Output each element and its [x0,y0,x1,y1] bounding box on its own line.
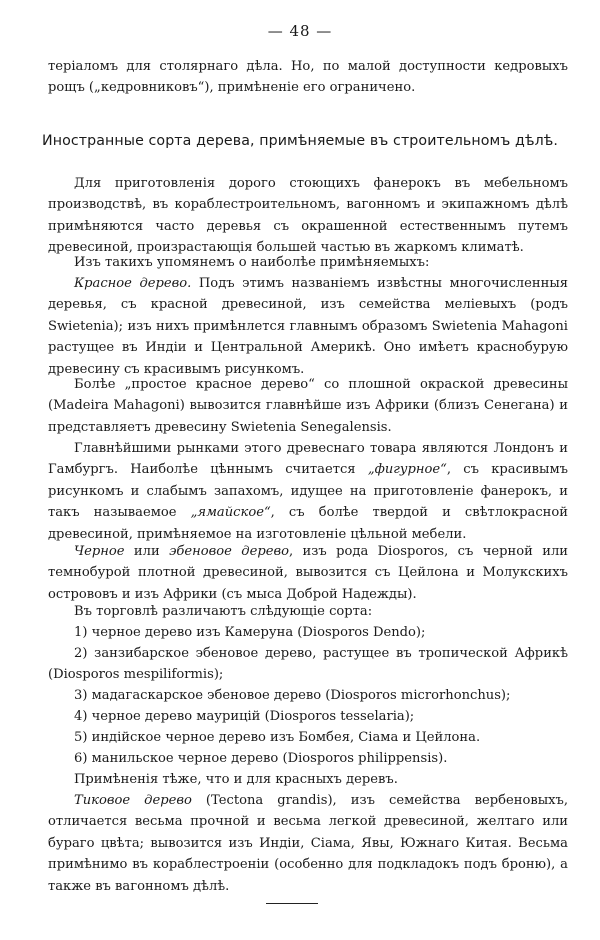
paragraph-uses: Примѣненія тѣже, что и для красныхъ деревъ. [74,772,398,787]
paragraph-teak [48,790,568,897]
ebony-text-b: , изъ рода Diosporos, съ черной или темнобурой плотной древесиной, вывозится съ Цейлона и Молукскихъ острововъ и изъ Африки (съ мыса Доброй Надежды). [48,544,568,602]
paragraph-simple-red-wood: Болѣе „простое красное дерево“ со плошной окраской древесины (Madeira Mahagoni) вывозится главнѣйше изъ Африки (близъ Сенегана) и представляетъ древесину Swietenia Senegalensis. [48,377,568,435]
paragraph-list-intro: Изъ такихъ упомянемъ о наиболѣе примѣняемыхъ: [74,255,430,270]
markets-text-c: , съ болѣе твердой и свѣтлокрасной древесиной, примѣняемое на изготовленіе цѣльной мебели. [48,505,568,542]
paragraph-markets [48,438,568,545]
teak-text: (Tectona grandis), изъ семейства вербеновыхъ, отличается весьма прочной и весьма легкой древесиной, желтаго или бураго цвѣта; вывозится изъ Индіи, Сіама, Явы, Южнаго Китая. Весьма примѣнимо въ кораблестроеніи (особенно для подкладокъ подъ броню), а также въ вагонномъ дѣлѣ. [48,793,569,894]
term-teak: Тиковое дерево [74,793,192,808]
section-heading: Иностранные сорта дерева, примѣняемые въ строительномъ дѣлѣ. [42,133,558,149]
term-figured: „фигурное“ [367,462,447,478]
page-number: — 48 — [267,22,333,40]
list-item-6: 6) манильское черное дерево (Diosporos philippensis). [74,751,448,766]
term-ebony: эбеновое дерево [169,544,289,559]
ebony-text-a: или [124,544,170,559]
term-jamaican: „ямайское“ [190,505,271,521]
paragraph-ebony [48,541,568,605]
paragraph-intro-foreign-woods: Для приготовленія дорого стоющихъ фанерокъ въ мебельномъ производствѣ, въ кораблестроительномъ, вагонномъ и экипажномъ дѣлѣ примѣняются часто деревья съ окрашенной естественнымъ путемъ древесиной, произрастающія большей частью въ жаркомъ климатѣ. [48,176,568,256]
list-item-1: 1) черное дерево изъ Камеруна (Diosporos Dendo); [74,625,426,640]
paragraph-trade-sorts: Въ торговлѣ различаютъ слѣдующіе сорта: [74,604,373,619]
red-wood-text: Подъ этимъ названіемъ извѣстны многочисленныя деревья, съ красной древесиной, изъ семейства меліевыхъ (родъ Swietenia); изъ нихъ примѣнлется главнымъ образомъ Swietenia Mahagoni растущее въ Индіи и Центральной Америкѣ. Оно имѣетъ краснобурую древесину съ красивымъ рисункомъ. [48,276,568,377]
markets-text-a: Главнѣйшими рынками этого древеснаго товара являются Лондонъ и Гамбургъ. Наиболѣе цѣннымъ считается [48,441,568,478]
list-item-4: 4) черное дерево маурицій (Diosporos tesselaria); [74,709,415,724]
paragraph-red-wood [48,273,568,380]
list-item-3: 3) мадагаскарское эбеновое дерево (Diosporos microrhonchus); [74,688,511,703]
end-rule-divider [266,903,318,904]
term-red-wood: Красное дерево. [74,276,192,291]
list-item-2: 2) занзибарское эбеновое дерево, растущее въ тропической Африкѣ (Diosporos mespiliformis); [48,646,568,683]
term-black: Черное [74,544,125,559]
intro-paragraph: теріаломъ для столярнаго дѣла. Но, по малой доступности кедровыхъ рощъ („кедровниковъ“), примѣненіе его ограничено. [48,59,568,96]
list-item-5: 5) индійское черное дерево изъ Бомбея, Сіама и Цейлона. [74,730,481,745]
markets-text-b: , съ красивымъ рисункомъ и слабымъ запахомъ, идущее на приготовленіе фанерокъ, и такъ называемое [48,462,568,521]
